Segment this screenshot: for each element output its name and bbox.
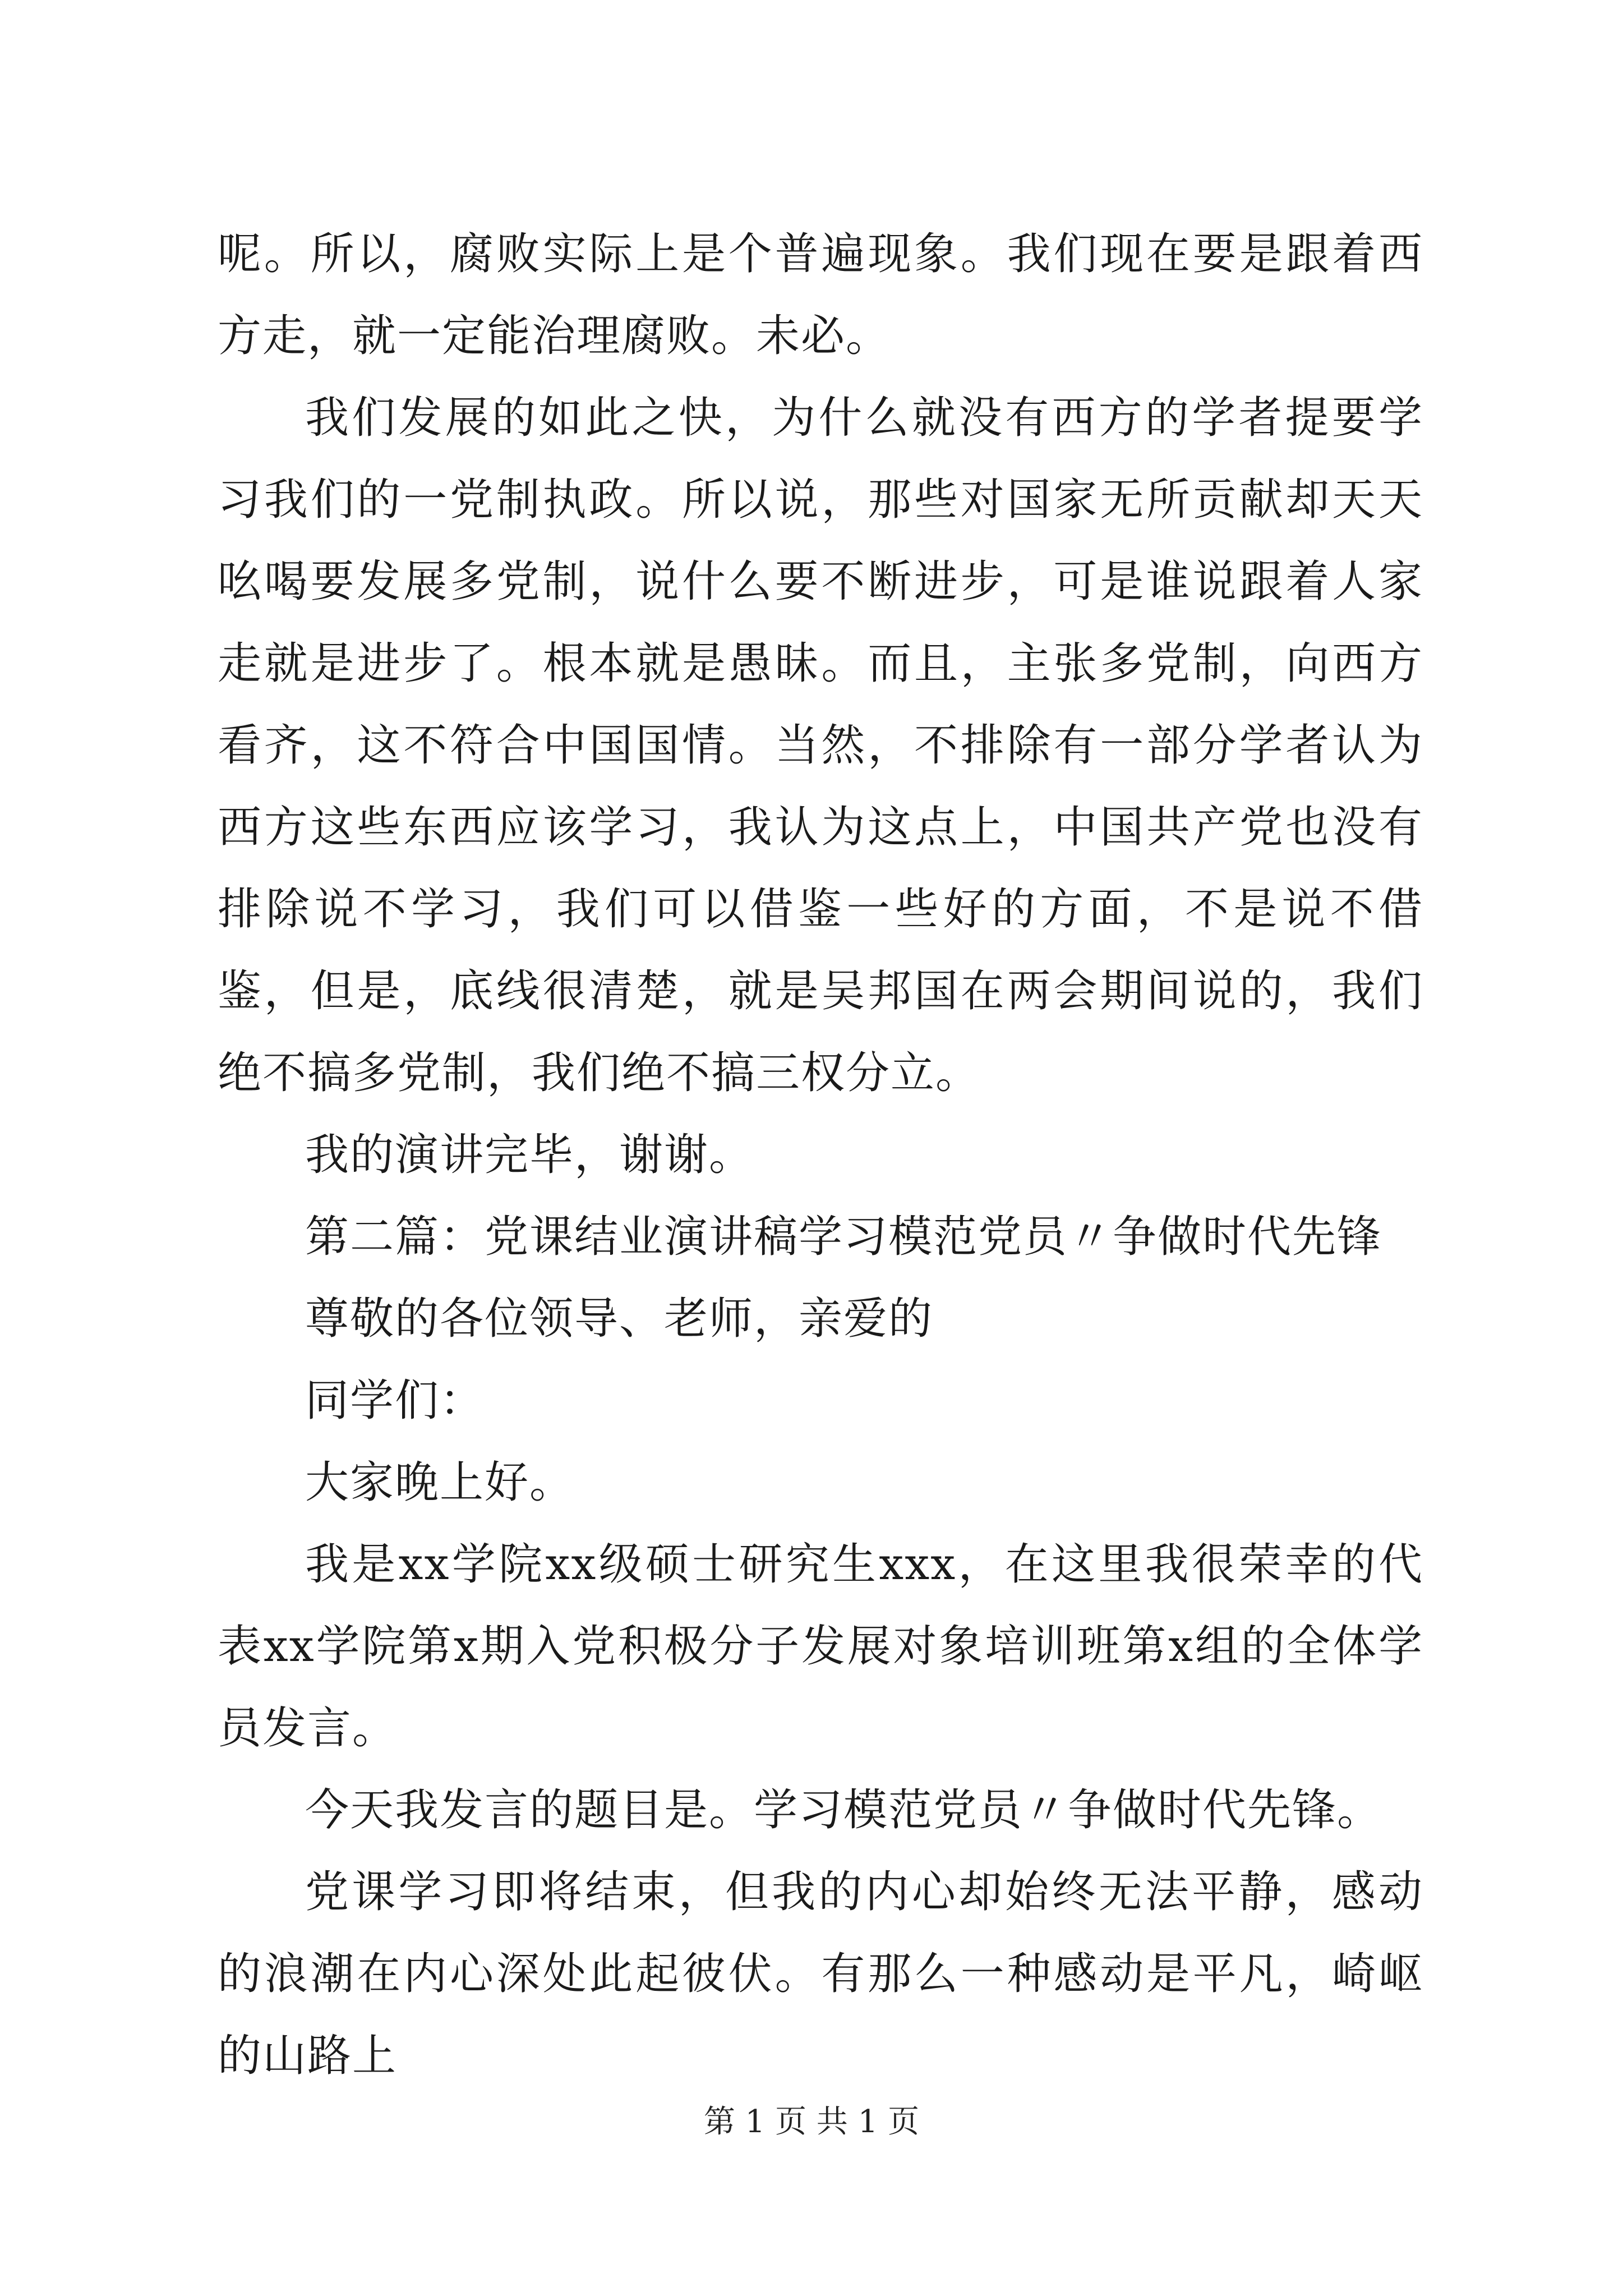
salutation-line-2: 同学们： <box>305 1375 485 1426</box>
salutation-line-1: 尊敬的各位领导、老师，亲爱的 <box>305 1294 934 1344</box>
page-footer <box>0 2102 1623 2142</box>
section-heading: 第二篇：党课结业演讲稿学习模范党员〃争做时代先锋 <box>305 1212 1382 1262</box>
paragraph-3: 我的演讲完毕，谢谢。 <box>305 1130 754 1180</box>
document-body <box>218 213 1423 2097</box>
paragraph-9: 今天我发言的题目是。学习模范党员〃争做时代先锋。 <box>305 1785 1382 1835</box>
paragraph-2: 我们发展的如此之快，为什么就没有西方的学者提要学习我们的一党制执政。所以说，那些对国家无所贡献却天天吆喝要发展多党制，说什么要不断进步，可是谁说跟着人家走就是进步了。根本就是愚昧。而且，主张多党制，向西方看齐，这不符合中国国情。当然，不排除有一部分学者认为西方这些东西应该学习，我认为这点上，中国共产党也没有排除说不学习，我们可以借鉴一些好的方面，不是说不借鉴，但是，底线很清楚，就是吴邦国在两会期间说的，我们绝不搞多党制，我们绝不搞三权分立。 <box>218 393 1423 1098</box>
paragraph-8: 我是xx学院xx级硕士研究生xxx，在这里我很荣幸的代表xx学院第x期入党积极分子发展对象培训班第x组的全体学员发言。 <box>218 1539 1423 1754</box>
paragraph-10: 党课学习即将结束，但我的内心却始终无法平静，感动的浪潮在内心深处此起彼伏。有那么一种感动是平凡，崎岖的山路上 <box>218 1867 1423 2081</box>
greeting: 大家晚上好。 <box>305 1457 575 1508</box>
paragraph-1: 呢。所以，腐败实际上是个普遍现象。我们现在要是跟着西方走，就一定能治理腐败。未必。 <box>218 229 1423 361</box>
page-number-label: 第 1 页 共 1 页 <box>703 2104 920 2140</box>
